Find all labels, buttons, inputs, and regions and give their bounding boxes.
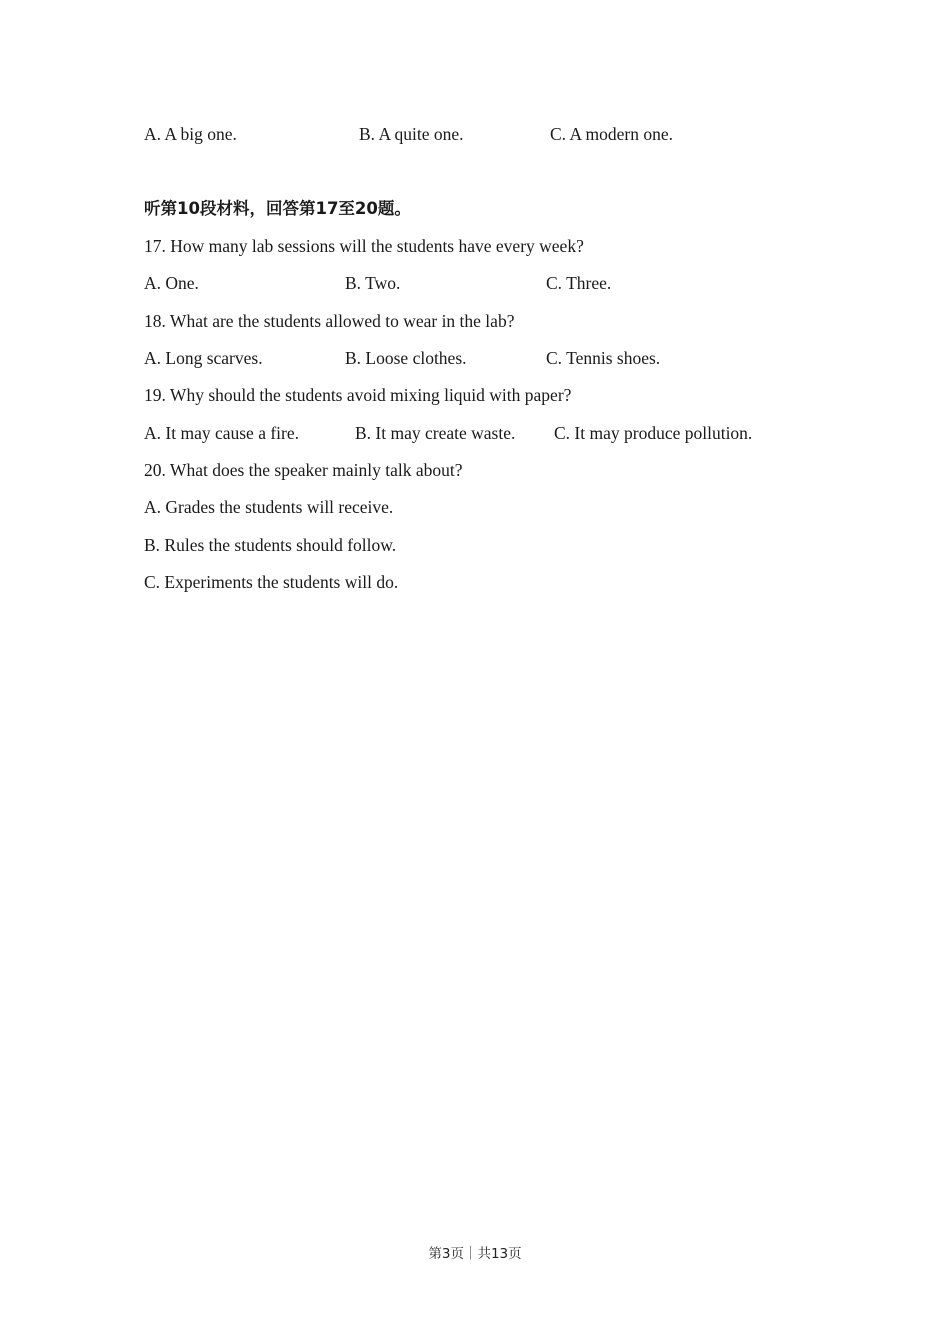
option-c: C. A modern one. (550, 124, 673, 144)
question-stem: 17. How many lab sessions will the students have every week? (144, 236, 584, 256)
option-a: A. One. (144, 273, 199, 293)
option-b: B. A quite one. (359, 124, 464, 144)
option-c: C. Three. (546, 273, 612, 293)
section-heading: 听第10段材料，回答第17至20题。 (144, 199, 411, 218)
question-stem: 20. What does the speaker mainly talk about? (144, 460, 463, 480)
page-footer: 第3页｜共13页 (428, 1246, 522, 1262)
option-c: C. It may produce pollution. (554, 423, 753, 443)
question-stem: 19. Why should the students avoid mixing liquid with paper? (144, 385, 572, 405)
option-a: A. Long scarves. (144, 348, 263, 368)
question-stem: 18. What are the students allowed to wear in the lab? (144, 311, 515, 331)
option-a: A. Grades the students will receive. (144, 497, 394, 517)
option-b: B. Rules the students should follow. (144, 535, 397, 555)
option-c: C. Experiments the students will do. (144, 572, 399, 592)
option-b: B. Two. (345, 273, 401, 293)
option-a: A. A big one. (144, 124, 237, 144)
option-b: B. It may create waste. (355, 423, 516, 443)
option-a: A. It may cause a fire. (144, 423, 299, 443)
option-c: C. Tennis shoes. (546, 348, 661, 368)
option-b: B. Loose clothes. (345, 348, 467, 368)
